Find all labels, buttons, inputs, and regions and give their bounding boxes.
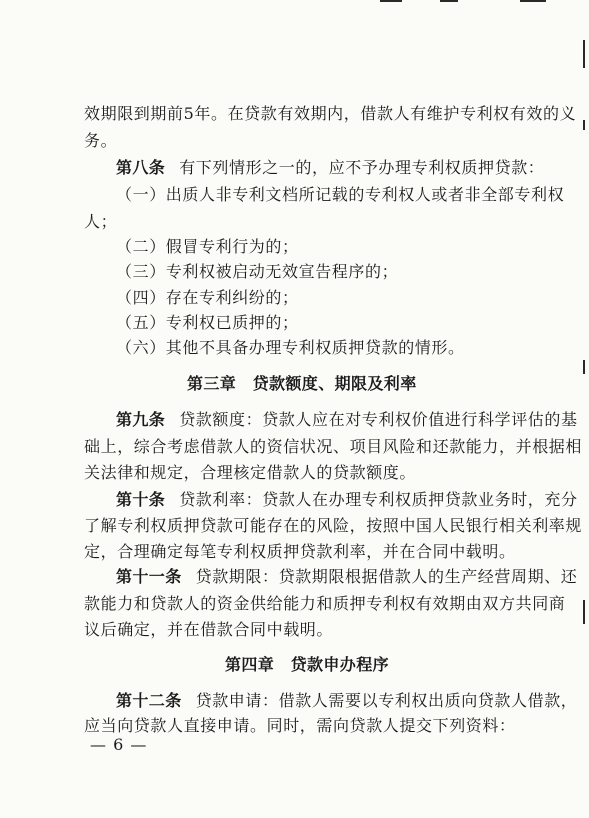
list-item: （一）出质人非专利文档所记载的专利权人或者非全部专利权 [116, 185, 565, 204]
article-label: 第十条 [116, 490, 166, 509]
scan-artifact [440, 0, 458, 2]
paragraph-line: 议后确定，并在借款合同中载明。 [84, 620, 334, 639]
list-item: （四）存在专利纠纷的； [116, 288, 299, 307]
paragraph-line: 础上，综合考虑借款人的资信状况、项目风险和还款能力，并根据相 [84, 437, 583, 456]
chapter-heading: 第三章 贷款额度、期限及利率 [187, 374, 417, 393]
paragraph-line: 了解专利权质押贷款可能存在的风险，按照中国人民银行相关利率规 [84, 516, 583, 535]
article-10: 第十条 贷款利率：贷款人在办理专利权质押贷款业务时，充分 [116, 490, 578, 509]
list-item: （三）专利权被启动无效宣告程序的； [116, 262, 399, 281]
list-item: （二）假冒专利行为的； [116, 237, 299, 256]
article-label: 第八条 [116, 158, 166, 177]
article-label: 第九条 [116, 410, 166, 429]
article-12: 第十二条 贷款申请：借款人需要以专利权出质向贷款人借款， [116, 691, 578, 710]
paragraph-line: 关法律和规定，合理核定借款人的贷款额度。 [84, 463, 417, 482]
article-11: 第十一条 贷款期限：贷款期限根据借款人的生产经营周期、还 [116, 567, 578, 586]
paragraph-line: 务。 [84, 131, 118, 150]
article-label: 第十一条 [116, 567, 182, 586]
paragraph-line: 效期限到期前5年。在贷款有效期内，借款人有维护专利权有效的义 [84, 104, 577, 123]
paragraph-line: 应当向贷款人直接申请。同时，需向贷款人提交下列资料： [84, 716, 516, 735]
scan-artifact [583, 120, 585, 130]
article-8: 第八条 有下列情形之一的，应不予办理专利权质押贷款： [116, 158, 545, 177]
scan-artifact [583, 360, 585, 374]
chapter-heading: 第四章 贷款申办程序 [225, 655, 390, 674]
scan-artifact [583, 40, 585, 68]
scan-artifact [520, 0, 546, 2]
paragraph-line: 定，合理确定每笔专利权质押贷款利率，并在合同中载明。 [84, 542, 516, 561]
list-item: （五）专利权已质押的； [116, 313, 299, 332]
article-9: 第九条 贷款额度：贷款人应在对专利权价值进行科学评估的基 [116, 410, 578, 429]
list-item: （六）其他不具备办理专利权质押贷款的情形。 [116, 338, 465, 357]
article-label: 第十二条 [116, 691, 182, 710]
paragraph-line: 款能力和贷款人的资金供给能力和质押专利权有效期由双方共同商 [84, 594, 566, 613]
list-item-continuation: 人； [84, 212, 118, 231]
scan-artifact [583, 600, 585, 624]
page-number: — 6 — [90, 735, 148, 754]
scan-artifact [380, 0, 402, 2]
